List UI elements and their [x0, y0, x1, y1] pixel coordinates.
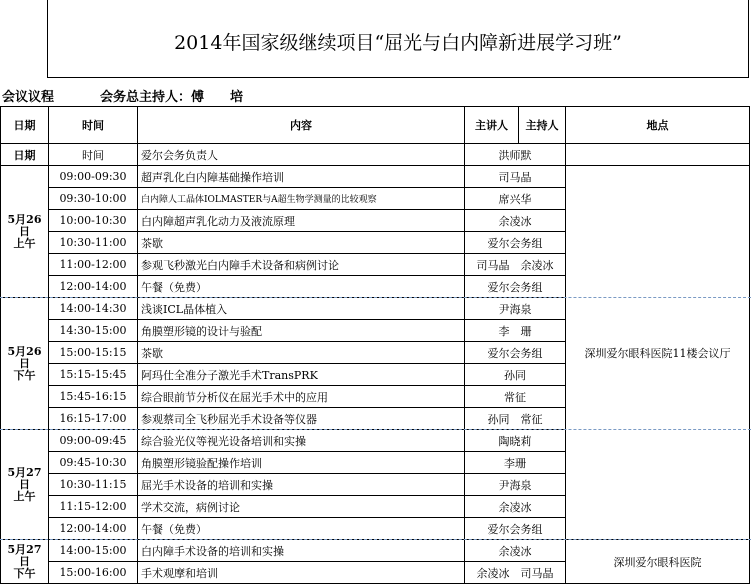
session-period: 下午: [13, 566, 36, 580]
cell-content: 屈光手术设备的培训和实操: [138, 474, 465, 496]
location-cell: 深圳爱尔眼科医院11楼会议厅: [566, 166, 750, 540]
schedule-table: [0, 106, 750, 584]
cell-content: 学术交流，病例讨论: [138, 496, 465, 518]
cell-content: 午餐（免费）: [138, 276, 465, 298]
cell-content: 白内障超声乳化动力及液流原理: [138, 210, 465, 232]
header-location: 地点: [566, 107, 750, 144]
session-date-cell: [1, 166, 49, 298]
session-day: 5月27: [7, 465, 42, 479]
cell-content: 午餐（免费）: [138, 518, 465, 540]
cell-speaker: 余凌冰: [465, 496, 566, 518]
header-time: 时间: [49, 107, 138, 144]
session-unit: 日: [19, 356, 30, 370]
session-divider: [0, 429, 751, 430]
cell-time: 15:00-15:15: [49, 342, 138, 364]
cell-time: 15:00-16:00: [49, 562, 138, 584]
cell-time: 09:30-10:00: [49, 188, 138, 210]
session-unit: 日: [19, 554, 30, 568]
cell-content: 手术观摩和培训: [138, 562, 465, 584]
agenda-label: 会议议程: [2, 90, 55, 105]
cell-time: 12:00-14:00: [49, 518, 138, 540]
cell-speaker: 尹海泉: [465, 474, 566, 496]
cell-speaker: 爱尔会务组: [465, 518, 566, 540]
cell-time: 09:00-09:30: [49, 166, 138, 188]
cell-time: 09:45-10:30: [49, 452, 138, 474]
cell-speaker: 爱尔会务组: [465, 232, 566, 254]
cell-time: 15:45-16:15: [49, 386, 138, 408]
cell-time: 11:00-12:00: [49, 254, 138, 276]
cell-content: 茶歇: [138, 232, 465, 254]
session-unit: 日: [19, 477, 30, 491]
cell-time: 10:30-11:00: [49, 232, 138, 254]
cell-time: 14:30-15:00: [49, 320, 138, 342]
cell-speaker: 孙同: [465, 364, 566, 386]
host-label: 会务总主持人：傅 培: [100, 90, 244, 105]
cell-content: 超声乳化白内障基础操作培训: [138, 166, 465, 188]
header-speaker: 主讲人: [465, 107, 519, 144]
cell-content: 综合眼前节分析仪在屈光手术中的应用: [138, 386, 465, 408]
cell-time: 14:00-15:00: [49, 540, 138, 562]
session-divider: [0, 297, 751, 298]
session-period: 上午: [13, 489, 36, 503]
session-day: 5月26: [7, 344, 42, 358]
cell-location-blank: [566, 144, 750, 166]
title-box: [47, 0, 749, 78]
session-date-cell: [1, 298, 49, 430]
organizer-row: [1, 144, 750, 166]
cell-content: 综合验光仪等视光设备培训和实操: [138, 430, 465, 452]
location-cell: 深圳爱尔眼科医院: [566, 540, 750, 584]
cell-speaker: 余凌冰 司马晶: [465, 562, 566, 584]
cell-content: 白内障人工晶体IOLMASTER与A超生物学测量的比较观察: [138, 188, 465, 210]
cell-speaker: 爱尔会务组: [465, 276, 566, 298]
header-host: 主持人: [519, 107, 566, 144]
cell-content: 角膜塑形镜验配操作培训: [138, 452, 465, 474]
cell-content: 爱尔会务负责人: [138, 144, 465, 166]
session-date-cell: [1, 430, 49, 540]
cell-time: 09:00-09:45: [49, 430, 138, 452]
header-date: 日期: [1, 107, 49, 144]
table-row: [1, 166, 750, 188]
cell-speaker: 司马晶: [465, 166, 566, 188]
cell-speaker: 余凌冰: [465, 210, 566, 232]
session-period: 上午: [13, 236, 36, 250]
cell-speaker: 席兴华: [465, 188, 566, 210]
cell-time: 12:00-14:00: [49, 276, 138, 298]
cell-speaker: 李珊: [465, 452, 566, 474]
session-date-cell: [1, 540, 49, 584]
cell-content: 茶歇: [138, 342, 465, 364]
cell-content: 浅谈ICL晶体植入: [138, 298, 465, 320]
session-unit: 日: [19, 224, 30, 238]
agenda-subline: [0, 84, 751, 106]
session-period: 下午: [13, 368, 36, 382]
cell-content: 白内障手术设备的培训和实操: [138, 540, 465, 562]
cell-speaker: 陶晓莉: [465, 430, 566, 452]
header-row: [1, 107, 750, 144]
cell-content: 参观蔡司全飞秒屈光手术设备等仪器: [138, 408, 465, 430]
session-day: 5月26: [7, 212, 42, 226]
page-title: 2014年国家级继续项目“屈光与白内障新进展学习班”: [174, 32, 622, 54]
cell-speaker: 洪师默: [465, 144, 566, 166]
header-content: 内容: [138, 107, 465, 144]
cell-time: 14:00-14:30: [49, 298, 138, 320]
cell-content: 阿玛仕全准分子激光手术TransPRK: [138, 364, 465, 386]
cell-speaker: 李 珊: [465, 320, 566, 342]
cell-time: 16:15-17:00: [49, 408, 138, 430]
cell-time: 10:30-11:15: [49, 474, 138, 496]
cell-speaker: 余凌冰: [465, 540, 566, 562]
cell-speaker: 常征: [465, 386, 566, 408]
cell-content: 角膜塑形镜的设计与验配: [138, 320, 465, 342]
cell-speaker: 爱尔会务组: [465, 342, 566, 364]
cell-date: 日期: [1, 144, 49, 166]
cell-time: 11:15-12:00: [49, 496, 138, 518]
cell-time: 时间: [49, 144, 138, 166]
cell-speaker: 孙同 常征: [465, 408, 566, 430]
cell-time: 10:00-10:30: [49, 210, 138, 232]
cell-speaker: 司马晶 余凌冰: [465, 254, 566, 276]
cell-time: 15:15-15:45: [49, 364, 138, 386]
table-row: [1, 540, 750, 562]
session-divider: [0, 539, 751, 540]
cell-speaker: 尹海泉: [465, 298, 566, 320]
cell-content: 参观飞秒激光白内障手术设备和病例讨论: [138, 254, 465, 276]
session-day: 5月27: [7, 542, 42, 556]
